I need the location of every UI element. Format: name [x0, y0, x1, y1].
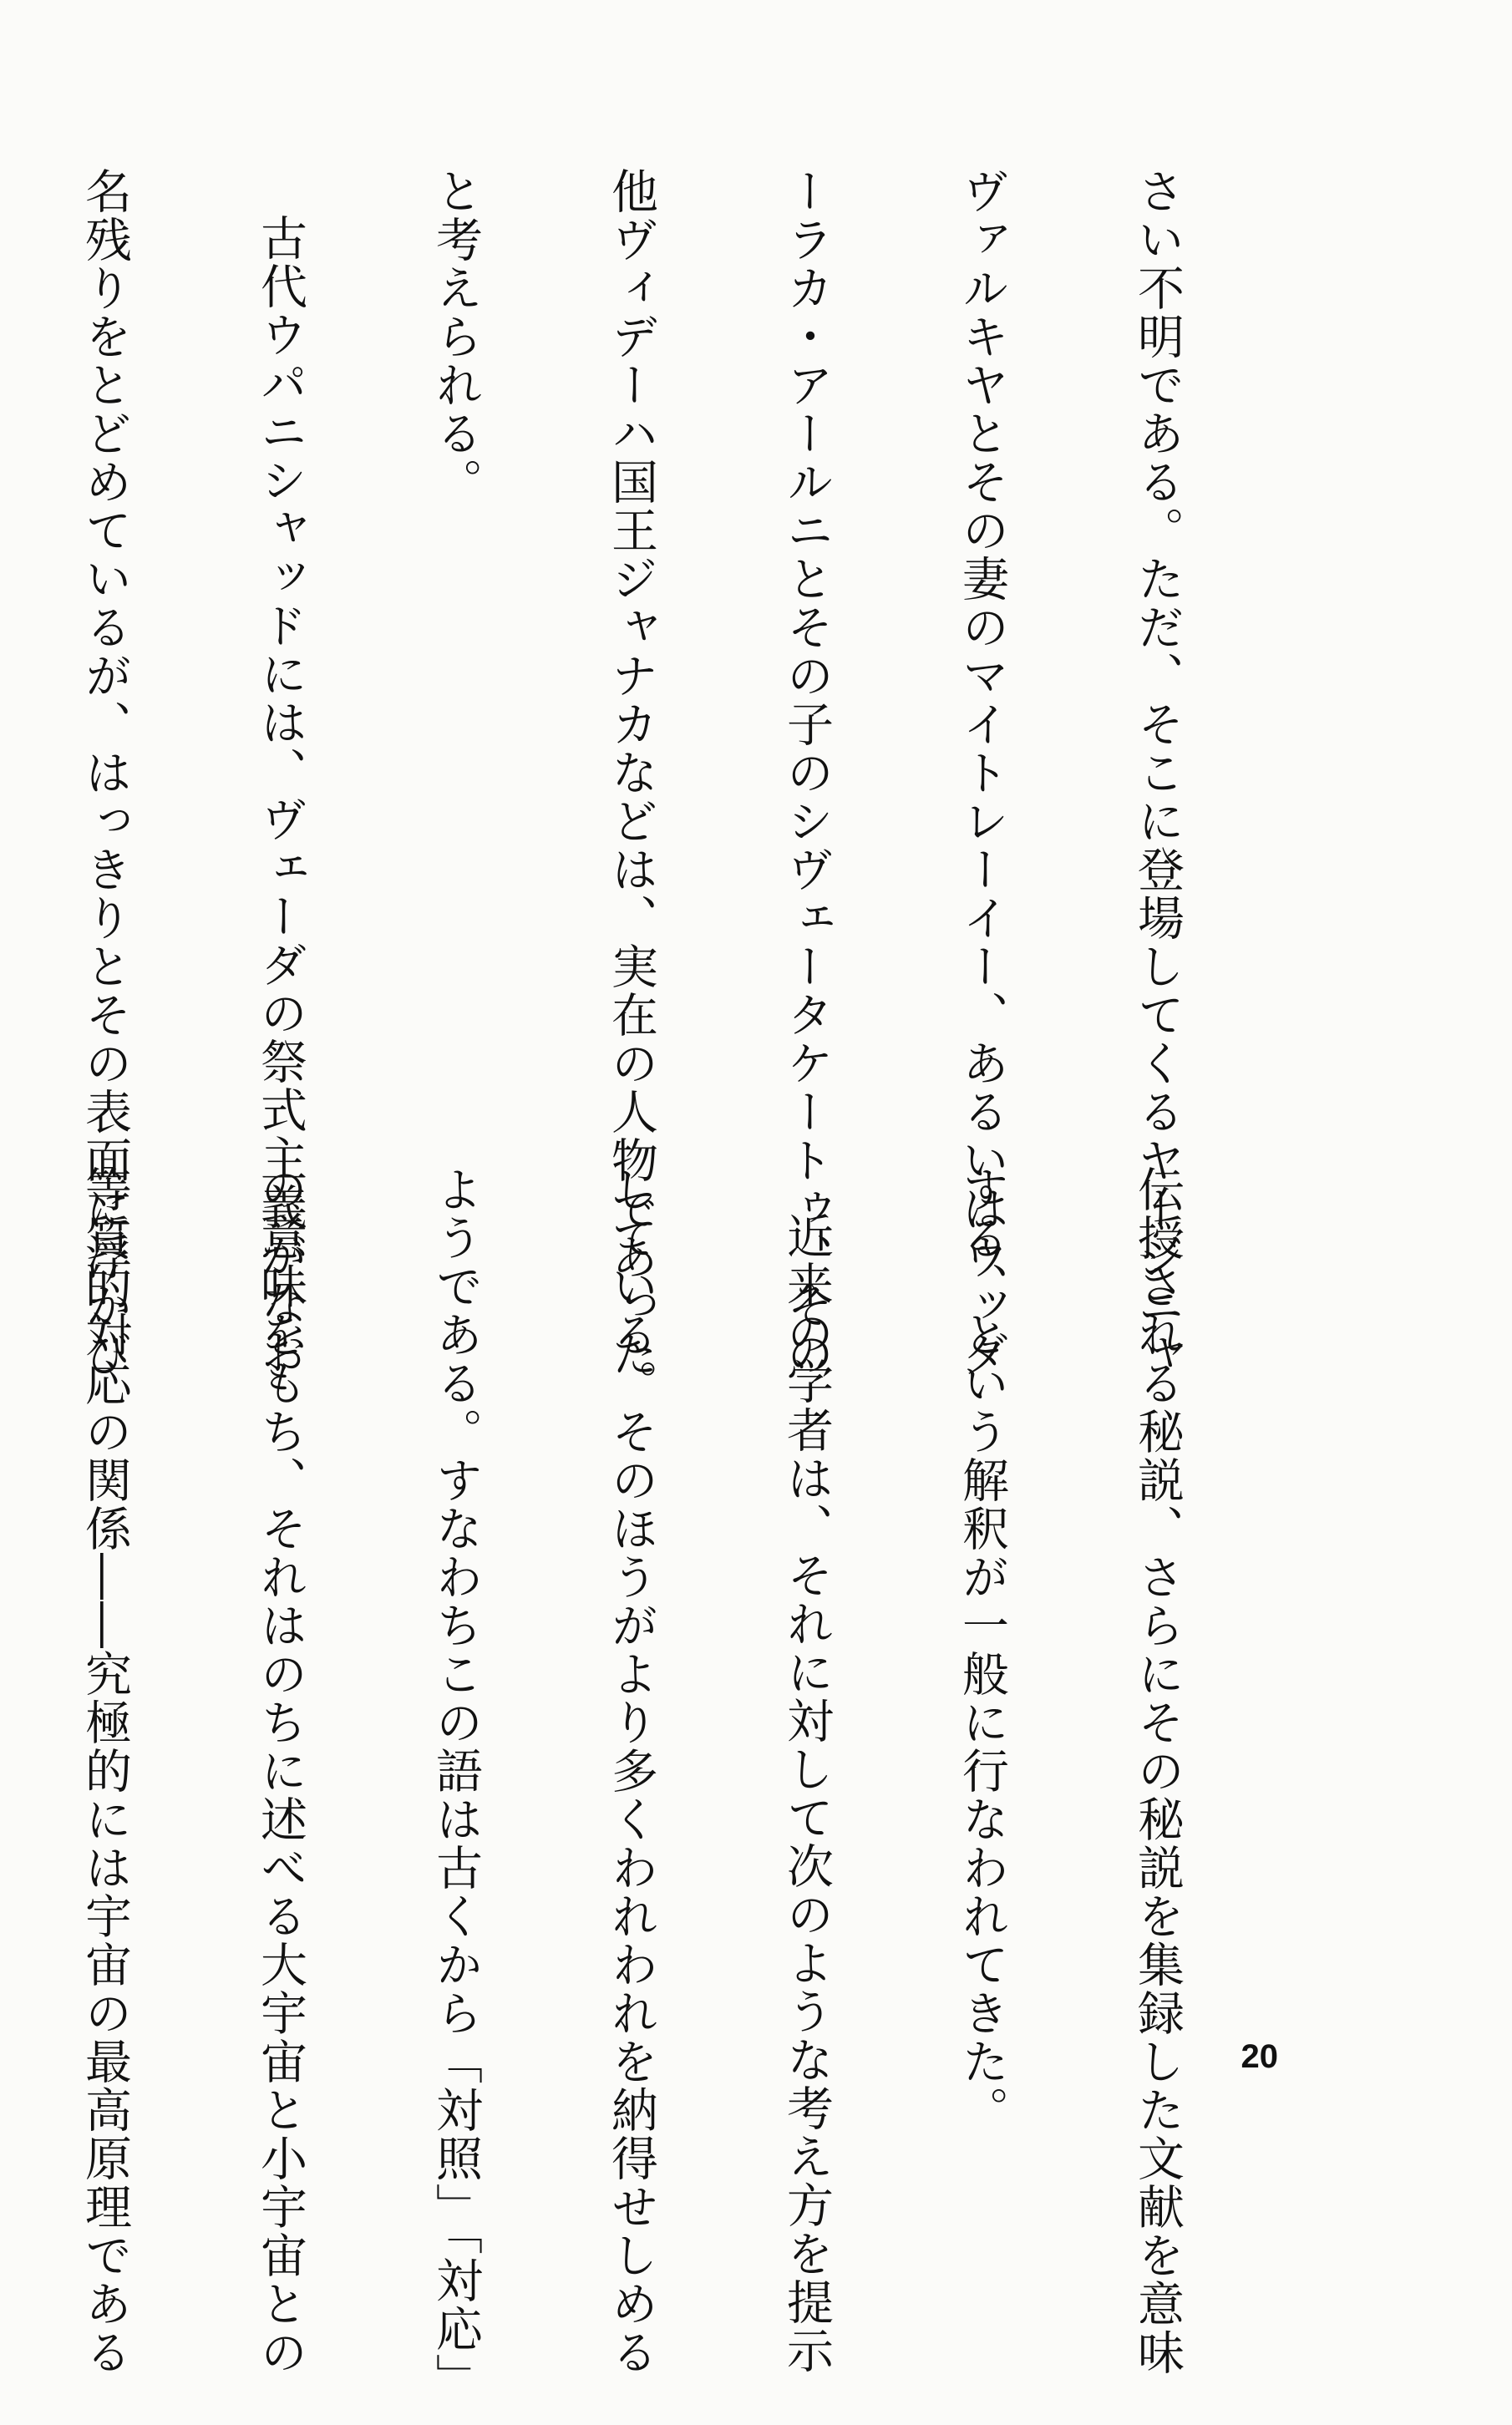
text-line: 伝授される秘説、さらにその秘説を集録した文献を意味	[1130, 1165, 1185, 2377]
text-line: さい不明である。ただ、そこに登場してくるヤージニャ	[1130, 167, 1185, 1378]
upper-text-block	[0, 167, 1303, 1378]
text-line: ようである。すなわちこの語は古くから「対照」「対応」	[429, 1165, 483, 2402]
text-line: 古代ウパニシャッドには、ヴェーダの祭式主義がなお	[253, 214, 307, 1377]
page-number: 20	[1241, 2038, 1278, 2075]
lower-text-block	[0, 1165, 1303, 2402]
text-line: の意味をもち、それはのちに述べる大宇宙と小宇宙との	[253, 1165, 307, 2377]
text-line: する、という解釈が一般に行なわれてきた。	[955, 1165, 1009, 2134]
text-line: 等質的対応の関係――究極的には宇宙の最高原理である	[78, 1165, 132, 2377]
text-line: と考えられる。	[429, 167, 483, 506]
text-line: 他ヴィデーハ国王ジャナカなどは、実在の人物であった	[604, 167, 658, 1378]
text-line: 近来の学者は、それに対して次のような考え方を提示	[779, 1212, 834, 2375]
text-line: ヴァルキヤとその妻のマイトレーイー、あるいはウッダ	[955, 167, 1009, 1378]
text-line: ーラカ・アールニとその子のシヴェータケートゥ、その	[779, 167, 834, 1378]
text-line: している。そのほうがより多くわれわれを納得せしめる	[604, 1165, 658, 2377]
text-line: 名残りをとどめているが、はっきりとその表面に浮かび	[78, 167, 132, 1378]
